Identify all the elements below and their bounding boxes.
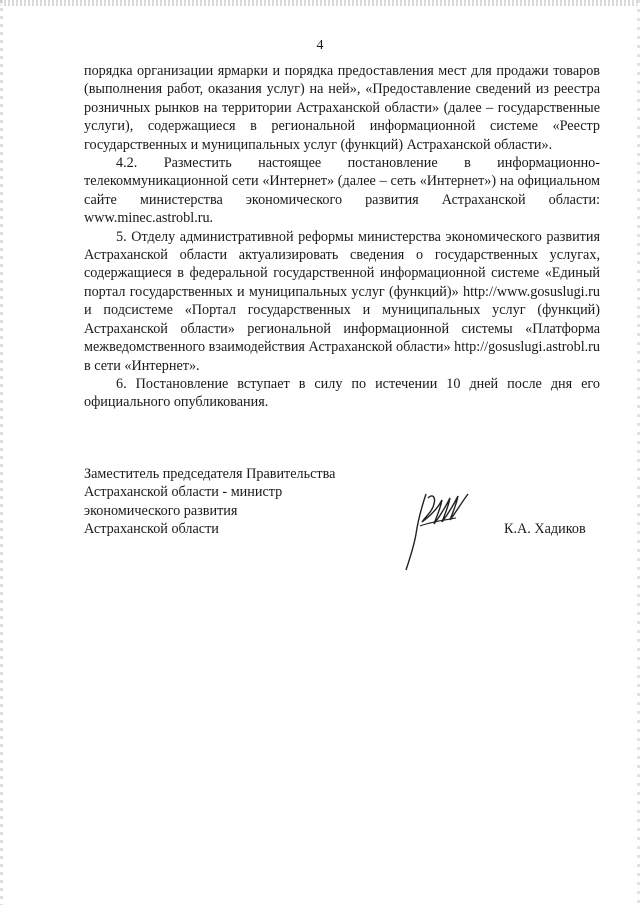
page-number: 4 [316,38,324,53]
paragraph-4-2: 4.2. Разместить настоящее постановление в информационно-телекоммуникационной сети «Интернет» (далее – сеть «Интернет») на официальном сайте министерства экономического развития Астраханской области: www.minec.astrobl.ru. [84,155,600,227]
signatory-title [84,465,335,539]
handwritten-signature [396,486,478,572]
paragraph-continuation: порядка организации ярмарки и порядка предоставления мест для продажи товаров (выполнения работ, оказания услуг) на ней», «Предоставление сведений из реестра розничных рынков на территории Астраханской области» (далее – государственные услуги), содержащиеся в региональной информационной системе «Реестр государственных и муниципальных услуг (функций) Астраханской области». [84,63,600,153]
signatory-title-line: Заместитель председателя Правительства [84,466,336,482]
signatory-name: К.А. Хадиков [504,521,586,537]
scan-artifact-left [0,0,3,905]
signatory-title-line: Астраханской области [84,521,219,538]
document-body [84,62,600,412]
scan-artifact-top [0,0,640,6]
signatory-title-line: экономического развития [84,502,238,519]
paragraph-5: 5. Отделу административной реформы министерства экономического развития Астраханской области актуализировать сведения о государственных услугах, содержащиеся в федеральной государственной информационной системе «Единый портал государственных и муниципальных услуг (функций)» http://www.gosuslugi.ru и подсистеме «Портал государственных и муниципальных услуг (функций) Астраханской области» региональной информационной системы «Платформа межведомственного взаимодействия Астраханской области» http://gosuslugi.astrobl.ru в сети «Интернет». [84,228,600,374]
paragraph-6: 6. Постановление вступает в силу по истечении 10 дней после дня его официального опубликования. [84,375,600,411]
signatory-title-line: Астраханской области - министр [84,484,283,501]
